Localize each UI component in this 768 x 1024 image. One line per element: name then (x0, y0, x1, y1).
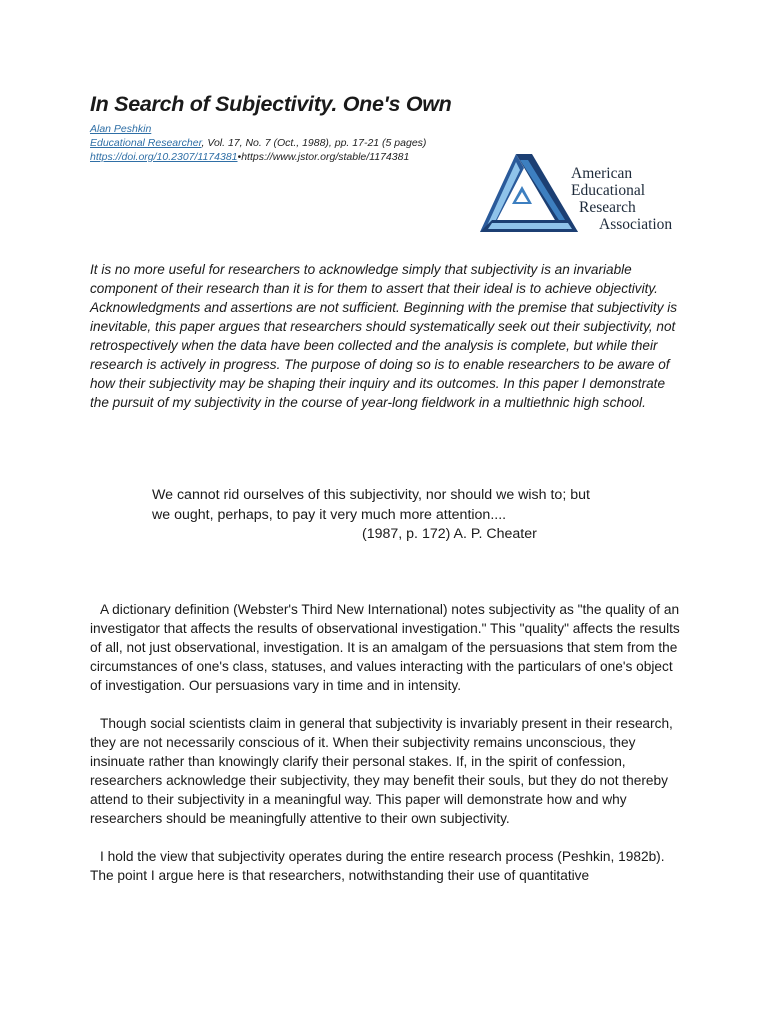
paragraph: A dictionary definition (Webster's Third New International) notes subjectivity as "the quality of an investigator that affects the results of observational investigation." This "quality" affects the results of all, not just observational, investigation. It is an amalgam of the persuasions that stem from the circumstances of one's class, statuses, and values interacting with the particulars of one's object of investigation. Our persuasions vary in time and in intensity. (90, 602, 680, 693)
article-metadata (90, 122, 426, 164)
epigraph-attribution: (1987, p. 172) A. P. Cheater (362, 526, 537, 542)
logo-line-3: Research (579, 199, 636, 216)
logo-line-4: Association (599, 216, 673, 233)
epigraph (152, 486, 592, 545)
author-link[interactable]: Alan Peshkin (90, 123, 152, 135)
abstract: It is no more useful for researchers to acknowledge simply that subjectivity is an invariable component of their research than it is for them to assert that their ideal is to achieve objectivity. Acknowledgments and assertions are not sufficient. Beginning with the premise that subjectivity is inevitable, this paper argues that researchers should systematically seek out their subjectivity, not retrospectively when the data have been collected and the analysis is complete, but while their research is actively in progress. The purpose of doing so is to enable researchers to be aware of how their subjectivity may be shaping their inquiry and its outcomes. In this paper I demonstrate the pursuit of my subjectivity in the course of year-long fieldwork in a multiethnic high school. (90, 262, 678, 410)
paragraph: Though social scientists claim in general that subjectivity is invariably present in their research, they are not necessarily conscious of it. When their subjectivity remains unconscious, they insinuate rather than knowingly clarify their personal stakes. If, in the spirit of confession, researchers acknowledge their subjectivity, they may benefit their souls, but they do not thereby attend to their subjectivity in a meaningful way. This paper will demonstrate how and why researchers should be meaningfully attentive to their own subjectivity. (90, 716, 673, 826)
article-title: In Search of Subjectivity. One's Own (90, 92, 452, 116)
doi-link[interactable]: https://doi.org/10.2307/1174381 (90, 151, 238, 163)
stable-url: •https://www.jstor.org/stable/1174381 (237, 151, 410, 163)
aera-logo (478, 150, 682, 236)
logo-line-2: Educational (571, 182, 646, 199)
body-text (90, 600, 680, 904)
aera-wordmark (571, 165, 672, 233)
paragraph: I hold the view that subjectivity operates during the entire research process (Peshkin, 1982b). The point I argue here is that researchers, notwithstanding their use of quantitative (90, 849, 665, 883)
logo-line-1: American (571, 165, 633, 182)
journal-link[interactable]: Educational Researcher (90, 137, 202, 149)
epigraph-quote: We cannot rid ourselves of this subjectivity, nor should we wish to; but we ought, perhaps, to pay it very much more attention.... (152, 487, 590, 523)
aera-triangle-icon (478, 150, 578, 236)
citation-details: , Vol. 17, No. 7 (Oct., 1988), pp. 17-21 (5 pages) (201, 137, 427, 149)
